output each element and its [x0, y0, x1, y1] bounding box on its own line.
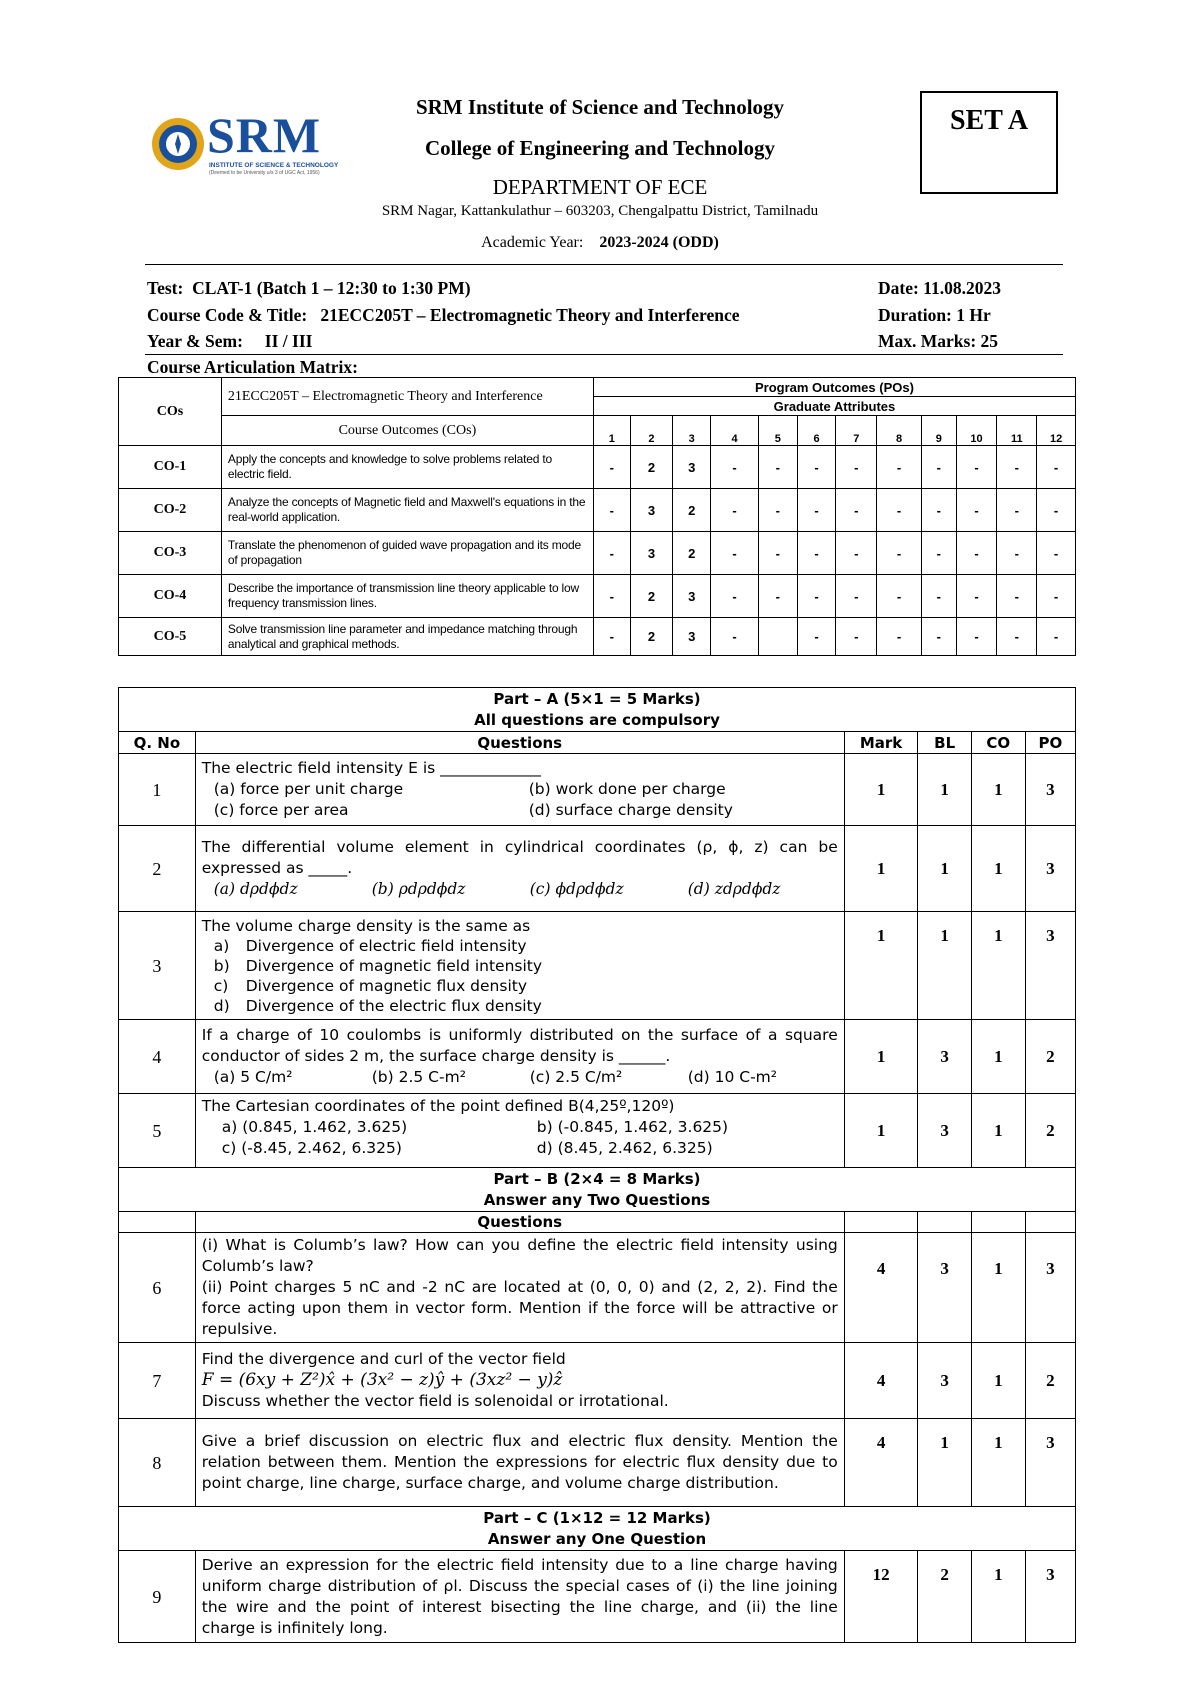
part-b-questions-label: Questions [195, 1212, 844, 1233]
po-mapping-value: 3 [673, 446, 711, 489]
po-mapping-value: - [1037, 575, 1076, 618]
po-number-header: 12 [1037, 416, 1076, 446]
co-outcome: Analyze the concepts of Magnetic field and Maxwell's equations in the real-world application. [221, 489, 593, 532]
option-text: Divergence of magnetic flux density [245, 976, 527, 995]
co-value: 1 [971, 1094, 1025, 1168]
option-b: b) (-0.845, 1.462, 3.625) [536, 1118, 729, 1136]
question-row [119, 754, 1076, 826]
po-number-header: 8 [877, 416, 922, 446]
course-info [147, 305, 740, 326]
question-number: 9 [119, 1551, 196, 1643]
po-mapping-value: - [956, 618, 997, 656]
po-mapping-value: 2 [630, 618, 673, 656]
po-number-header: 1 [593, 416, 630, 446]
question-stem: The differential volume element in cylindrical coordinates (ρ, ϕ, z) can be expressed as _____. [201, 838, 838, 877]
option-a: (a) force per unit charge [213, 780, 404, 798]
po-mapping-value: - [997, 618, 1037, 656]
exam-date: Date: 11.08.2023 [878, 278, 1001, 298]
po-value: 2 [1025, 1094, 1075, 1168]
mark-header: Mark [844, 732, 918, 754]
mark-value: 1 [844, 1094, 918, 1168]
po-mapping-value: - [1037, 489, 1076, 532]
option-a: (a) 5 C/m² [213, 1068, 293, 1086]
po-mapping-value: - [836, 532, 877, 575]
question-text-cell [195, 1020, 844, 1094]
po-number-header: 5 [758, 416, 797, 446]
institution-name: SRM Institute of Science and Technology [415, 95, 785, 119]
po-mapping-value [758, 618, 797, 656]
co-value: 1 [971, 754, 1025, 826]
option-b: (b) work done per charge [528, 780, 726, 798]
cam-row [119, 575, 1076, 618]
po-col-header: PO [1025, 732, 1075, 754]
question-number: 4 [119, 1020, 196, 1094]
part-c-subtitle: Answer any One Question [119, 1529, 1076, 1551]
po-number-header: 11 [997, 416, 1037, 446]
po-mapping-value: - [956, 532, 997, 575]
option-c: (c) 2.5 C/m² [529, 1068, 623, 1086]
option-d: d) (8.45, 2.462, 6.325) [536, 1139, 713, 1157]
max-marks: Max. Marks: 25 [878, 331, 999, 351]
po-mapping-value: - [997, 532, 1037, 575]
po-number-header: 2 [630, 416, 673, 446]
po-mapping-value: 3 [630, 489, 673, 532]
po-mapping-value: - [997, 489, 1037, 532]
mark-value: 4 [844, 1419, 918, 1507]
part-b-blank-cell [844, 1212, 918, 1233]
po-mapping-value: - [922, 575, 957, 618]
po-mapping-value: 3 [673, 618, 711, 656]
co-id: CO-2 [119, 489, 222, 532]
po-mapping-value: - [922, 489, 957, 532]
po-value: 3 [1025, 754, 1075, 826]
question-row [119, 1551, 1076, 1643]
po-mapping-value: - [877, 489, 922, 532]
po-mapping-value: - [711, 532, 759, 575]
cam-row [119, 489, 1076, 532]
po-value: 3 [1025, 1551, 1075, 1643]
po-mapping-value: - [711, 446, 759, 489]
question-followup: Discuss whether the vector field is solenoidal or irrotational. [201, 1392, 669, 1410]
co-value: 1 [971, 1551, 1025, 1643]
bl-value: 1 [918, 754, 972, 826]
option-c: (c) force per area [213, 801, 349, 819]
option-text: Divergence of magnetic field intensity [245, 956, 543, 975]
college-name: College of Engineering and Technology [424, 136, 776, 160]
co-value: 1 [971, 1419, 1025, 1507]
po-value: 2 [1025, 1020, 1075, 1094]
option-text: Divergence of the electric flux density [245, 996, 542, 1015]
po-mapping-value: - [956, 575, 997, 618]
po-mapping-value: - [1037, 446, 1076, 489]
bl-value: 3 [918, 1343, 972, 1419]
co-value: 1 [971, 826, 1025, 912]
exam-duration: Duration: 1 Hr [878, 305, 991, 325]
po-mapping-value: - [836, 489, 877, 532]
cam-title: Course Articulation Matrix: [147, 357, 358, 377]
cam-row [119, 532, 1076, 575]
year-info [147, 331, 312, 352]
course-title-cell: 21ECC205T – Electromagnetic Theory and Interference [221, 378, 593, 416]
question-row [119, 1233, 1076, 1343]
mark-value: 12 [844, 1551, 918, 1643]
course-outcomes-header: Course Outcomes (COs) [221, 416, 593, 446]
po-mapping-value: - [997, 446, 1037, 489]
po-number-header: 3 [673, 416, 711, 446]
question-text-cell [195, 754, 844, 826]
option-a: (a) dρdϕdz [213, 880, 298, 898]
question-text-cell [195, 1343, 844, 1419]
po-number-header: 4 [711, 416, 759, 446]
bl-value: 3 [918, 1094, 972, 1168]
test-info [147, 278, 471, 299]
po-mapping-value: - [956, 489, 997, 532]
option-b: (b) 2.5 C-m² [371, 1068, 466, 1086]
po-mapping-value: - [593, 446, 630, 489]
po-mapping-value: 2 [630, 446, 673, 489]
co-outcome: Describe the importance of transmission line theory applicable to low frequency transmission lines. [221, 575, 593, 618]
po-mapping-value: - [711, 489, 759, 532]
part-a-subtitle: All questions are compulsory [119, 710, 1076, 732]
part-b-blank-cell [971, 1212, 1025, 1233]
co-outcome: Apply the concepts and knowledge to solve problems related to electric field. [221, 446, 593, 489]
vector-field-formula: F = (6xy + Z²)x̂ + (3x² − z)ŷ + (3xz² − y)ẑ [201, 1370, 563, 1390]
question-options [202, 1067, 838, 1088]
question-number: 2 [119, 826, 196, 912]
option-c: c) (-8.45, 2.462, 6.325) [221, 1139, 402, 1157]
option-item [214, 956, 838, 976]
option-letter: a) [213, 936, 230, 955]
logo-subtagline: (Deemed to be University u/s 3 of UGC Act, 1956) [209, 170, 320, 176]
po-mapping-value: - [711, 575, 759, 618]
po-mapping-value: - [877, 446, 922, 489]
cos-header: COs [119, 378, 222, 446]
po-mapping-value: - [997, 575, 1037, 618]
questions-header: Questions [195, 732, 844, 754]
logo-text: SRM [207, 107, 322, 163]
question-number: 5 [119, 1094, 196, 1168]
co-value: 1 [971, 1343, 1025, 1419]
option-d: (d) surface charge density [528, 801, 733, 819]
srm-logo [145, 107, 355, 182]
po-mapping-value: 3 [673, 575, 711, 618]
mark-value: 1 [844, 912, 918, 1020]
co-id: CO-1 [119, 446, 222, 489]
option-letter: b) [213, 956, 230, 975]
part-b-blank-cell [1025, 1212, 1075, 1233]
year-label: Year & Sem: [147, 331, 243, 351]
course-label: Course Code & Title: [147, 305, 308, 325]
question-number: 3 [119, 912, 196, 1020]
part-c-title: Part – C (1×12 = 12 Marks) [119, 1507, 1076, 1529]
mark-value: 1 [844, 826, 918, 912]
bl-value: 1 [918, 1419, 972, 1507]
po-mapping-value: - [797, 575, 836, 618]
address: SRM Nagar, Kattankulathur – 603203, Chengalpattu District, Tamilnadu [381, 203, 819, 219]
option-d: (d) 10 C-m² [687, 1068, 777, 1086]
po-mapping-value: - [758, 446, 797, 489]
academic-year-label: Academic Year: [481, 234, 584, 251]
question-number: 6 [119, 1233, 196, 1343]
po-number-header: 6 [797, 416, 836, 446]
question-stem: The volume charge density is the same as [201, 916, 531, 935]
po-mapping-value: - [593, 575, 630, 618]
question-number: 8 [119, 1419, 196, 1507]
po-mapping-value: - [877, 618, 922, 656]
po-mapping-value: - [1037, 618, 1076, 656]
mark-value: 1 [844, 754, 918, 826]
po-number-header: 7 [836, 416, 877, 446]
po-mapping-value: - [797, 618, 836, 656]
question-text-cell [195, 912, 844, 1020]
academic-year-value: 2023-2024 (ODD) [599, 234, 719, 251]
po-mapping-value: 3 [630, 532, 673, 575]
bl-value: 3 [918, 1233, 972, 1343]
option-item [214, 936, 838, 956]
question-number: 7 [119, 1343, 196, 1419]
mark-value: 1 [844, 1020, 918, 1094]
course-value: 21ECC205T – Electromagnetic Theory and Interference [320, 305, 740, 325]
question-row [119, 1343, 1076, 1419]
cam-body [119, 446, 1076, 656]
ga-header: Graduate Attributes [593, 397, 1075, 416]
option-text: Divergence of electric field intensity [245, 936, 527, 955]
po-number-row [119, 416, 1076, 446]
question-stem: The electric field intensity E is _____________ [201, 759, 541, 777]
option-item [214, 976, 838, 996]
po-mapping-value: - [593, 618, 630, 656]
academic-year [330, 234, 870, 252]
po-mapping-value: - [877, 532, 922, 575]
part-b-subtitle: Answer any Two Questions [119, 1190, 1076, 1212]
cam-row [119, 446, 1076, 489]
po-mapping-value: - [593, 489, 630, 532]
po-mapping-value: - [797, 489, 836, 532]
po-value: 3 [1025, 912, 1075, 1020]
option-letter: c) [213, 976, 229, 995]
po-mapping-value: - [593, 532, 630, 575]
po-mapping-value: - [758, 575, 797, 618]
option-b: (b) ρdρdϕdz [371, 880, 466, 898]
question-text-cell [195, 826, 844, 912]
po-mapping-value: 2 [673, 489, 711, 532]
po-number-header: 10 [956, 416, 997, 446]
option-letter: d) [213, 996, 230, 1015]
co-outcome: Solve transmission line parameter and impedance matching through analytical and graphical methods. [221, 618, 593, 656]
po-mapping-value: - [836, 446, 877, 489]
questions-table [118, 687, 1076, 1643]
po-mapping-value: - [877, 575, 922, 618]
bl-value: 1 [918, 912, 972, 1020]
po-mapping-value: 2 [673, 532, 711, 575]
po-mapping-value: - [836, 575, 877, 618]
option-a: a) (0.845, 1.462, 3.625) [221, 1118, 408, 1136]
meta-divider [145, 354, 1063, 355]
question-text-cell: Derive an expression for the electric field intensity due to a line charge having uniform charge distribution of ρl. Discuss the special cases of (i) the line joining the wire and the point of interest bisecting the line charge, and (ii) the line charge is infinitely long. [195, 1551, 844, 1643]
po-mapping-value: 2 [630, 575, 673, 618]
option-item [214, 996, 838, 1016]
po-mapping-value: - [922, 446, 957, 489]
po-value: 3 [1025, 1419, 1075, 1507]
part-b-blank-cell [119, 1212, 196, 1233]
bl-value: 3 [918, 1020, 972, 1094]
year-value: II / III [264, 331, 313, 351]
part-b-title: Part – B (2×4 = 8 Marks) [119, 1168, 1076, 1190]
po-mapping-value: - [956, 446, 997, 489]
question-row [119, 826, 1076, 912]
logo-tagline: INSTITUTE OF SCIENCE & TECHNOLOGY [209, 162, 339, 169]
bl-value: 2 [918, 1551, 972, 1643]
po-mapping-value: - [922, 618, 957, 656]
po-value: 3 [1025, 826, 1075, 912]
question-row [119, 1094, 1076, 1168]
mark-value: 4 [844, 1233, 918, 1343]
question-options [202, 779, 838, 821]
question-stem: If a charge of 10 coulombs is uniformly distributed on the surface of a square conductor of sides 2 m, the surface charge density is ______. [201, 1026, 838, 1065]
question-row [119, 1020, 1076, 1094]
option-d: (d) zdρdϕdz [687, 880, 781, 898]
course-articulation-matrix [118, 377, 1076, 656]
part-b-blank-cell [918, 1212, 972, 1233]
bl-value: 1 [918, 826, 972, 912]
co-value: 1 [971, 1020, 1025, 1094]
po-value: 3 [1025, 1233, 1075, 1343]
po-mapping-value: - [758, 489, 797, 532]
po-mapping-value: - [797, 446, 836, 489]
question-options [202, 936, 838, 1016]
po-value: 2 [1025, 1343, 1075, 1419]
bl-header: BL [918, 732, 972, 754]
co-id: CO-5 [119, 618, 222, 656]
po-header: Program Outcomes (POs) [593, 378, 1075, 397]
question-number: 1 [119, 754, 196, 826]
po-mapping-value: - [758, 532, 797, 575]
mark-value: 4 [844, 1343, 918, 1419]
co-value: 1 [971, 912, 1025, 1020]
question-text-cell: Give a brief discussion on electric flux and electric flux density. Mention the relation between them. Mention the expressions for electric flux density due to point charge, line charge, surface charge, and volume charge distribution. [195, 1419, 844, 1507]
question-text-cell [195, 1233, 844, 1343]
po-mapping-value: - [1037, 532, 1076, 575]
cam-row [119, 618, 1076, 656]
question-part-ii: (ii) Point charges 5 nC and -2 nC are located at (0, 0, 0) and (2, 2, 2). Find the force acting upon them in vector form. Mention if the force will be attractive or repulsive. [201, 1278, 838, 1338]
department-name: DEPARTMENT OF ECE [492, 175, 708, 199]
co-outcome: Translate the phenomenon of guided wave propagation and its mode of propagation [221, 532, 593, 575]
po-number-header: 9 [922, 416, 957, 446]
question-row [119, 912, 1076, 1020]
set-box: SET A [920, 91, 1058, 194]
po-mapping-value: - [711, 618, 759, 656]
question-options [202, 1117, 838, 1159]
test-value: CLAT-1 (Batch 1 – 12:30 to 1:30 PM) [192, 278, 471, 298]
question-stem: Find the divergence and curl of the vector field [201, 1350, 566, 1368]
co-header: CO [971, 732, 1025, 754]
question-text-cell [195, 1094, 844, 1168]
option-c: (c) ϕdρdϕdz [529, 880, 624, 898]
co-id: CO-4 [119, 575, 222, 618]
po-mapping-value: - [797, 532, 836, 575]
test-label: Test: [147, 278, 184, 298]
part-a-title: Part – A (5×1 = 5 Marks) [119, 688, 1076, 710]
qno-header: Q. No [119, 732, 196, 754]
po-mapping-value: - [836, 618, 877, 656]
co-id: CO-3 [119, 532, 222, 575]
co-value: 1 [971, 1233, 1025, 1343]
question-part-i: (i) What is Columb’s law? How can you define the electric field intensity using Columb’s law? [201, 1236, 838, 1275]
question-options [202, 879, 838, 900]
question-row [119, 1419, 1076, 1507]
po-mapping-value: - [922, 532, 957, 575]
header-divider [145, 264, 1063, 265]
question-stem: The Cartesian coordinates of the point defined B(4,25º,120º) [201, 1097, 675, 1115]
